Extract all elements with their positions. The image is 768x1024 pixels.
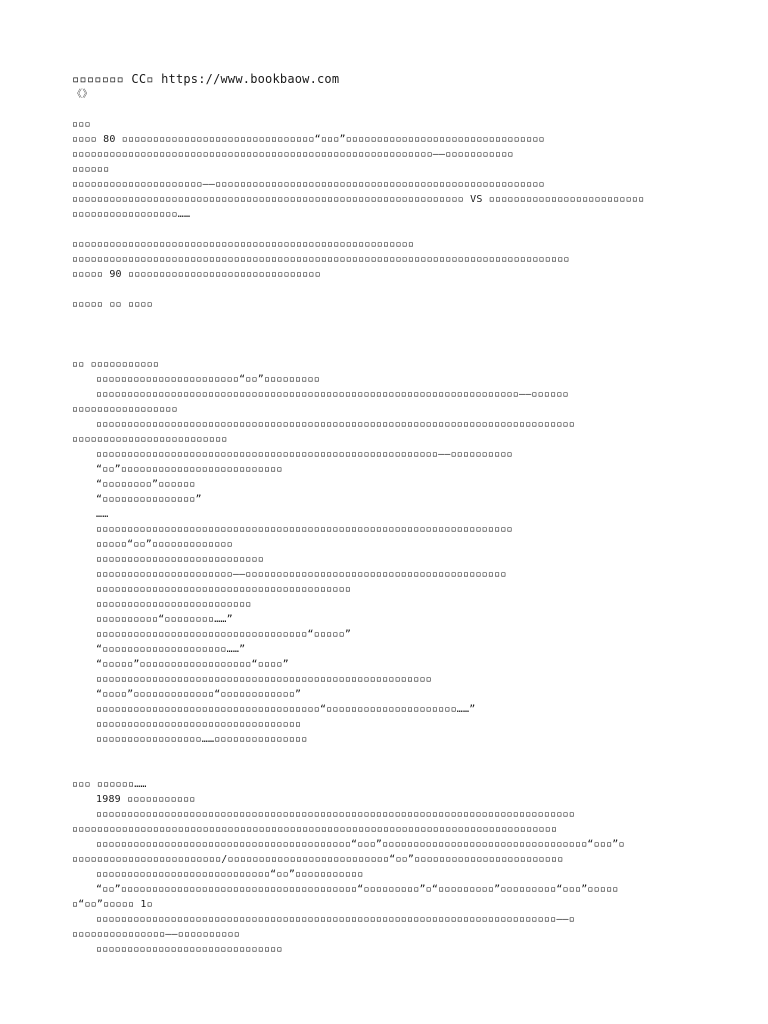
text-line: “▫▫”▫▫▫▫▫▫▫▫▫▫▫▫▫▫▫▫▫▫▫▫▫▫▫▫▫▫ [96, 464, 283, 475]
text-line: ▫▫▫▫▫▫▫▫▫▫▫▫▫▫▫▫▫▫▫▫▫▫▫▫▫▫▫▫▫▫ [96, 944, 283, 955]
text-line: ▫▫▫▫▫▫ [72, 164, 110, 175]
text-line: ▫▫▫▫▫▫▫▫▫▫▫▫▫▫▫▫▫▫▫▫▫▫▫▫▫▫▫▫▫▫▫▫▫▫▫▫▫▫▫▫▫“▫▫▫”▫▫▫▫▫▫▫▫▫▫▫▫▫▫▫▫▫▫▫▫▫▫▫▫▫▫▫▫▫▫▫▫▫“▫▫▫”▫ [96, 839, 625, 850]
text-line: ▫▫▫▫▫▫▫▫▫▫▫▫▫▫▫▫▫▫▫▫▫▫▫▫▫▫▫▫▫▫▫▫▫ [96, 719, 302, 730]
text-line: ▫▫▫▫▫▫▫▫▫▫▫▫▫▫▫▫▫▫▫▫▫▫▫▫▫▫▫▫▫▫▫▫▫▫▫▫▫▫▫▫▫▫▫▫▫▫▫▫▫▫▫▫▫▫ [96, 674, 432, 685]
text-line: ▫▫▫▫▫▫▫▫▫▫▫▫▫▫▫▫▫▫▫▫▫▫▫▫▫▫▫▫▫▫▫▫▫▫▫▫▫▫▫▫▫▫▫▫▫▫▫▫▫▫▫▫▫▫▫▫▫▫▫▫▫▫▫▫▫▫▫▫▫▫▫▫▫▫▫▫▫ [96, 809, 575, 820]
text-line: ▫▫▫▫▫▫▫▫▫▫▫▫▫▫▫▫▫▫▫▫▫▫▫▫▫▫▫▫▫▫▫▫▫▫▫▫▫▫▫▫▫▫▫▫▫▫▫▫▫▫▫▫▫▫▫▫▫▫▫▫▫▫▫▫▫▫▫▫——▫▫▫▫▫▫ [96, 389, 569, 400]
text-line: ▫▫▫▫▫▫▫▫▫▫“▫▫▫▫▫▫▫▫……” [96, 614, 233, 625]
chapter-1-title: ▫▫ ▫▫▫▫▫▫▫▫▫▫▫ [72, 359, 160, 370]
text-line: ▫▫▫▫▫“▫▫”▫▫▫▫▫▫▫▫▫▫▫▫▫ [96, 539, 233, 550]
spacer [72, 747, 702, 777]
text-line: ▫▫▫▫▫▫▫▫▫▫▫▫▫▫▫▫▫ [72, 404, 178, 415]
text-line: “▫▫”▫▫▫▫▫▫▫▫▫▫▫▫▫▫▫▫▫▫▫▫▫▫▫▫▫▫▫▫▫▫▫▫▫▫▫▫▫▫“▫▫▫▫▫▫▫▫▫”▫“▫▫▫▫▫▫▫▫▫”▫▫▫▫▫▫▫▫▫“▫▫▫”▫▫▫▫▫ [96, 884, 619, 895]
spacer [72, 222, 702, 237]
chapter-1-body [72, 372, 702, 747]
text-line: ▫▫▫▫▫▫▫▫▫▫▫▫▫▫▫▫▫▫▫▫▫▫▫▫▫▫▫▫▫▫▫▫▫▫▫▫▫▫▫▫▫▫▫▫▫▫▫▫▫▫▫▫▫▫▫▫▫▫——▫▫▫▫▫▫▫▫▫▫▫ [72, 149, 514, 160]
source-url-line: ▫▫▫▫▫▫▫ CC▫ https://www.bookbaow.com [72, 72, 340, 86]
text-line: ▫▫▫▫▫▫▫▫▫▫▫▫▫▫▫▫▫▫▫▫▫▫——▫▫▫▫▫▫▫▫▫▫▫▫▫▫▫▫▫▫▫▫▫▫▫▫▫▫▫▫▫▫▫▫▫▫▫▫▫▫▫▫▫▫ [96, 569, 507, 580]
text-line: ▫▫▫▫▫▫▫▫▫▫▫▫▫▫▫▫▫▫▫▫▫——▫▫▫▫▫▫▫▫▫▫▫▫▫▫▫▫▫▫▫▫▫▫▫▫▫▫▫▫▫▫▫▫▫▫▫▫▫▫▫▫▫▫▫▫▫▫▫▫▫▫▫▫▫ [72, 179, 545, 190]
text-line: ▫▫▫▫▫▫▫▫▫▫▫▫▫▫▫——▫▫▫▫▫▫▫▫▫▫ [72, 929, 240, 940]
text-line: ▫▫▫▫▫▫▫▫▫▫▫▫▫▫▫▫▫▫▫▫▫▫▫▫▫▫▫▫“▫▫”▫▫▫▫▫▫▫▫▫▫▫ [96, 869, 364, 880]
chapter-2-body [72, 792, 702, 957]
text-line: ▫▫▫▫ 80 ▫▫▫▫▫▫▫▫▫▫▫▫▫▫▫▫▫▫▫▫▫▫▫▫▫▫▫▫▫▫▫“▫▫▫”▫▫▫▫▫▫▫▫▫▫▫▫▫▫▫▫▫▫▫▫▫▫▫▫▫▫▫▫▫▫▫▫ [72, 134, 545, 145]
text-line: ▫▫▫▫▫▫▫▫▫▫▫▫▫▫▫▫▫▫▫▫▫▫▫▫▫▫▫▫▫▫▫▫▫▫▫▫▫▫▫▫▫▫▫▫▫▫▫▫▫▫▫▫▫▫▫▫▫▫▫▫▫▫▫▫▫▫▫▫▫▫▫▫▫▫▫▫▫ [96, 419, 575, 430]
preface-signature: ▫▫▫▫▫ ▫▫ ▫▫▫▫ [72, 299, 153, 310]
text-line: ▫▫▫▫▫▫▫▫▫▫▫▫▫▫▫▫▫▫▫▫▫▫▫▫▫▫▫▫▫▫▫▫▫▫▫▫▫▫▫▫▫▫▫▫▫▫▫▫▫▫▫▫▫▫▫▫▫▫▫▫▫▫▫▫▫▫▫▫▫▫▫▫▫▫——▫ [96, 914, 575, 925]
text-line: ▫▫▫▫▫▫▫▫▫▫▫▫▫▫▫▫▫▫▫▫▫▫▫▫▫▫▫▫▫▫▫▫▫▫▫▫▫▫▫▫▫▫▫▫▫▫▫▫▫▫▫▫▫▫▫ [72, 239, 415, 250]
text-line: “▫▫▫▫▫▫▫▫▫▫▫▫▫▫▫▫▫▫▫▫……” [96, 644, 246, 655]
text-line: ▫“▫▫”▫▫▫▫▫ 1▫ [72, 899, 153, 910]
text-line: ▫▫▫▫▫▫▫▫▫▫▫▫▫▫▫▫▫▫▫▫▫▫▫▫▫▫▫ [96, 554, 264, 565]
text-line: “▫▫▫▫▫”▫▫▫▫▫▫▫▫▫▫▫▫▫▫▫▫▫▫“▫▫▫▫” [96, 659, 289, 670]
text-line: ▫▫▫▫▫▫▫▫▫▫▫▫▫▫▫▫▫▫▫▫▫▫▫▫▫ [72, 434, 228, 445]
text-line: ▫▫▫ [72, 119, 91, 130]
text-line: ▫▫▫▫▫▫▫▫▫▫▫▫▫▫▫▫▫▫▫▫▫▫▫▫▫ [96, 599, 252, 610]
spacer [72, 102, 702, 117]
text-line: ▫▫▫▫▫▫▫▫▫▫▫▫▫▫▫▫▫▫▫▫▫▫▫▫▫▫▫▫▫▫▫▫▫▫▫▫▫▫▫▫▫▫▫▫▫▫▫▫▫▫▫▫▫▫▫▫▫▫▫▫▫▫▫ VS ▫▫▫▫▫▫▫▫▫▫▫▫▫▫▫▫▫▫▫▫▫▫▫▫▫ [72, 194, 645, 205]
text-line: ▫▫▫▫▫▫▫▫▫▫▫▫▫▫▫▫▫▫▫▫▫▫▫▫▫▫▫▫▫▫▫▫▫▫“▫▫▫▫▫” [96, 629, 352, 640]
spacer [72, 312, 702, 357]
text-line: ▫▫▫▫▫▫▫▫▫▫▫▫▫▫▫▫▫……▫▫▫▫▫▫▫▫▫▫▫▫▫▫▫ [96, 734, 308, 745]
text-line: 1989 ▫▫▫▫▫▫▫▫▫▫▫ [96, 794, 196, 805]
text-line: ▫▫▫▫▫▫▫▫▫▫▫▫▫▫▫▫▫…… [72, 209, 191, 220]
text-line: ▫▫▫▫▫▫▫▫▫▫▫▫▫▫▫▫▫▫▫▫▫▫▫▫▫▫▫▫▫▫▫▫▫▫▫▫▫▫▫▫▫▫▫▫▫▫▫▫▫▫▫▫▫▫▫▫▫▫▫▫▫▫▫▫▫▫▫▫▫▫▫▫▫▫▫▫▫▫▫▫ [72, 254, 570, 265]
document-page [72, 72, 702, 957]
text-line: ▫▫▫▫▫▫▫▫▫▫▫▫▫▫▫▫▫▫▫▫▫▫▫▫▫▫▫▫▫▫▫▫▫▫▫▫“▫▫▫▫▫▫▫▫▫▫▫▫▫▫▫▫▫▫▫▫▫……” [96, 704, 476, 715]
chapter-2-title: ▫▫▫ ▫▫▫▫▫▫…… [72, 779, 147, 790]
text-line: ▫▫▫▫▫▫▫▫▫▫▫▫▫▫▫▫▫▫▫▫▫▫▫▫/▫▫▫▫▫▫▫▫▫▫▫▫▫▫▫▫▫▫▫▫▫▫▫▫▫▫“▫▫”▫▫▫▫▫▫▫▫▫▫▫▫▫▫▫▫▫▫▫▫▫▫▫▫ [72, 854, 564, 865]
text-line: “▫▫▫▫▫▫▫▫”▫▫▫▫▫▫ [96, 479, 196, 490]
text-line: ▫▫▫▫▫▫▫▫▫▫▫▫▫▫▫▫▫▫▫▫▫▫▫▫▫▫▫▫▫▫▫▫▫▫▫▫▫▫▫▫▫▫▫▫▫▫▫▫▫▫▫▫▫▫▫——▫▫▫▫▫▫▫▫▫▫ [96, 449, 513, 460]
text-line: “▫▫▫▫”▫▫▫▫▫▫▫▫▫▫▫▫▫“▫▫▫▫▫▫▫▫▫▫▫▫” [96, 689, 302, 700]
book-title-mark: 《》 [72, 89, 93, 100]
text-line: ▫▫▫▫▫▫▫▫▫▫▫▫▫▫▫▫▫▫▫▫▫▫▫▫▫▫▫▫▫▫▫▫▫▫▫▫▫▫▫▫▫▫▫▫▫▫▫▫▫▫▫▫▫▫▫▫▫▫▫▫▫▫▫▫▫▫▫ [96, 524, 513, 535]
text-line: ▫▫▫▫▫▫▫▫▫▫▫▫▫▫▫▫▫▫▫▫▫▫▫▫▫▫▫▫▫▫▫▫▫▫▫▫▫▫▫▫▫ [96, 584, 352, 595]
text-line: ▫▫▫▫▫▫▫▫▫▫▫▫▫▫▫▫▫▫▫▫▫▫▫▫▫▫▫▫▫▫▫▫▫▫▫▫▫▫▫▫▫▫▫▫▫▫▫▫▫▫▫▫▫▫▫▫▫▫▫▫▫▫▫▫▫▫▫▫▫▫▫▫▫▫▫▫▫▫ [72, 824, 558, 835]
preface-section [72, 117, 702, 222]
text-line: “▫▫▫▫▫▫▫▫▫▫▫▫▫▫▫” [96, 494, 202, 505]
preface-paragraph-2 [72, 237, 702, 282]
text-line: …… [96, 509, 109, 520]
text-line: ▫▫▫▫▫ 90 ▫▫▫▫▫▫▫▫▫▫▫▫▫▫▫▫▫▫▫▫▫▫▫▫▫▫▫▫▫▫▫ [72, 269, 321, 280]
spacer [72, 282, 702, 297]
text-line: ▫▫▫▫▫▫▫▫▫▫▫▫▫▫▫▫▫▫▫▫▫▫▫“▫▫”▫▫▫▫▫▫▫▫▫ [96, 374, 320, 385]
